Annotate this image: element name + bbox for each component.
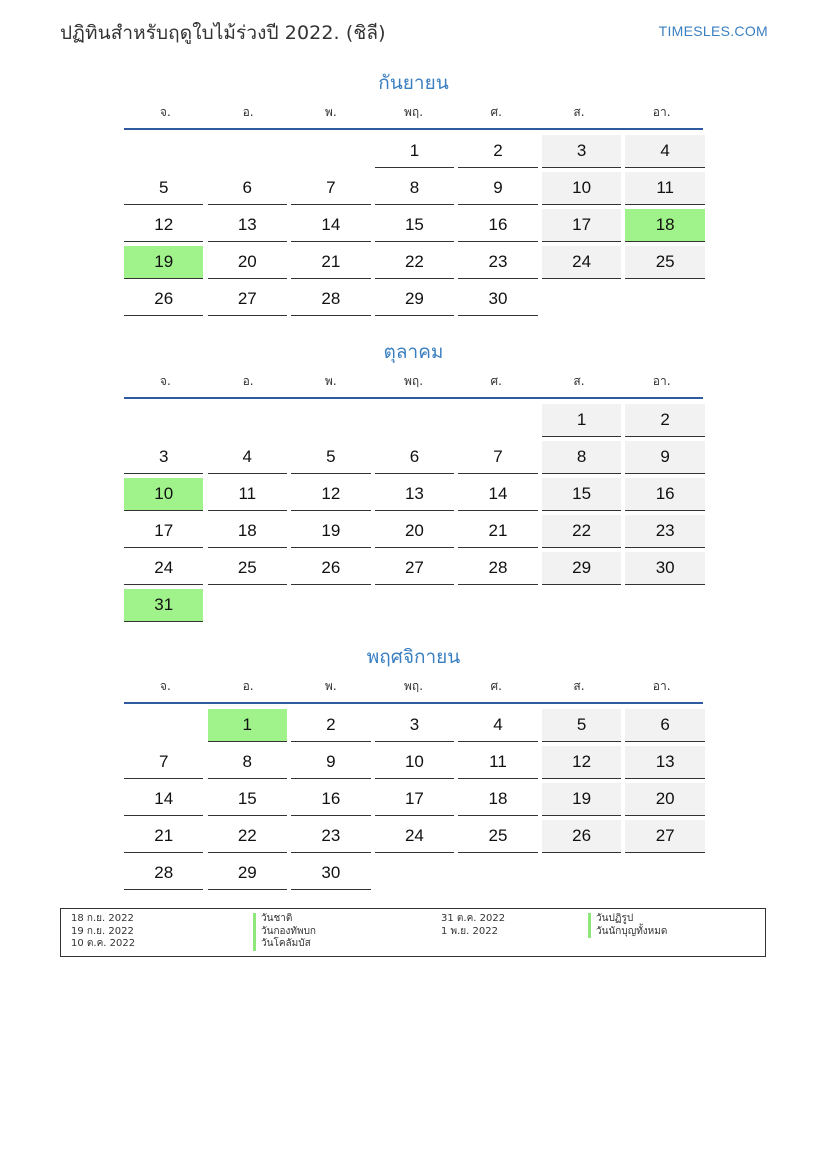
- day-cell: 21: [458, 515, 537, 548]
- day-cell: 27: [375, 552, 454, 585]
- day-cell: 14: [291, 209, 370, 242]
- day-cell: 25: [208, 552, 287, 585]
- day-cell: 29: [375, 283, 454, 316]
- day-cell: 20: [625, 783, 704, 816]
- legend-holiday-name: วันปฏิรูป: [588, 913, 758, 926]
- day-cell: 25: [625, 246, 704, 279]
- day-cell: 5: [542, 709, 621, 742]
- legend-holiday-date: 1 พ.ย. 2022: [441, 925, 498, 937]
- empty-cell: [291, 135, 370, 167]
- day-cell: 23: [625, 515, 704, 548]
- weekday-label: ศ.: [490, 374, 502, 388]
- weekday-label: อา.: [652, 374, 671, 388]
- weekday-label: อ.: [242, 374, 254, 388]
- day-cell: 29: [208, 857, 287, 890]
- day-cell: 2: [625, 404, 704, 437]
- day-cell: 6: [208, 172, 287, 205]
- empty-cell: [208, 404, 287, 436]
- day-cell: 6: [625, 709, 704, 742]
- day-cell: 22: [208, 820, 287, 853]
- day-cell: 14: [124, 783, 203, 816]
- day-cell: 6: [375, 441, 454, 474]
- day-cell: 7: [124, 746, 203, 779]
- day-cell: 24: [124, 552, 203, 585]
- day-cell: 14: [458, 478, 537, 511]
- weekday-label: อ.: [242, 679, 254, 693]
- day-cell: 22: [542, 515, 621, 548]
- day-cell: 1: [542, 404, 621, 437]
- site-brand-link[interactable]: TIMESLES.COM: [658, 23, 768, 39]
- day-cell: 17: [542, 209, 621, 242]
- month-calendar: [124, 68, 703, 316]
- day-cell: 15: [542, 478, 621, 511]
- day-cell: 16: [291, 783, 370, 816]
- weekday-label: ส.: [573, 105, 585, 119]
- weekday-label: พฤ.: [404, 374, 424, 388]
- day-cell: 4: [625, 135, 704, 168]
- day-cell: 4: [458, 709, 537, 742]
- day-cell: 9: [458, 172, 537, 205]
- weekday-label: พฤ.: [404, 679, 424, 693]
- day-cell: 21: [124, 820, 203, 853]
- day-cell: 26: [291, 552, 370, 585]
- weekday-label: ศ.: [490, 679, 502, 693]
- day-cell: 24: [542, 246, 621, 279]
- day-cell: 22: [375, 246, 454, 279]
- day-cell: 3: [124, 441, 203, 474]
- legend-holiday-date: 18 ก.ย. 2022: [71, 913, 134, 924]
- weekday-label: จ.: [159, 374, 171, 388]
- day-cell: 13: [375, 478, 454, 511]
- day-grid: [124, 404, 703, 622]
- day-cell: 13: [625, 746, 704, 779]
- day-cell: 30: [291, 857, 370, 890]
- weekday-label: พ.: [324, 374, 337, 388]
- legend-holiday-name: วันนักบุญทั้งหมด: [588, 926, 758, 939]
- day-cell: 9: [291, 746, 370, 779]
- day-cell: 23: [458, 246, 537, 279]
- legend-holiday-name: วันชาติ: [253, 913, 433, 926]
- day-cell: 2: [291, 709, 370, 742]
- weekday-label: จ.: [159, 679, 171, 693]
- day-cell: 30: [625, 552, 704, 585]
- empty-cell: [291, 404, 370, 436]
- day-cell: 11: [625, 172, 704, 205]
- day-cell: 15: [208, 783, 287, 816]
- day-cell: 27: [208, 283, 287, 316]
- day-cell: 8: [542, 441, 621, 474]
- month-name: กันยายน: [378, 72, 449, 94]
- day-cell: 26: [124, 283, 203, 316]
- day-cell: 18: [208, 515, 287, 548]
- empty-cell: [458, 404, 537, 436]
- day-cell: 21: [291, 246, 370, 279]
- legend-holiday-name: วันโคลัมบัส: [253, 938, 433, 951]
- day-cell: 15: [375, 209, 454, 242]
- day-grid: [124, 709, 703, 890]
- day-cell: 17: [124, 515, 203, 548]
- day-cell: 7: [291, 172, 370, 205]
- weekday-header: [124, 367, 703, 399]
- empty-cell: [124, 709, 203, 741]
- day-cell: 3: [542, 135, 621, 168]
- weekday-label: ส.: [573, 679, 585, 693]
- holiday-day-cell: 31: [124, 589, 203, 622]
- empty-cell: [124, 135, 203, 167]
- holiday-day-cell: 10: [124, 478, 203, 511]
- weekday-label: พ.: [324, 105, 337, 119]
- day-cell: 11: [208, 478, 287, 511]
- weekday-label: ส.: [573, 374, 585, 388]
- day-cell: 26: [542, 820, 621, 853]
- day-cell: 27: [625, 820, 704, 853]
- day-cell: 30: [458, 283, 537, 316]
- day-cell: 20: [375, 515, 454, 548]
- day-cell: 17: [375, 783, 454, 816]
- month-name: ตุลาคม: [383, 341, 444, 363]
- legend-holiday-date: 31 ต.ค. 2022: [441, 913, 506, 924]
- day-cell: 29: [542, 552, 621, 585]
- day-cell: 18: [458, 783, 537, 816]
- weekday-label: อา.: [652, 105, 671, 119]
- weekday-label: พ.: [324, 679, 337, 693]
- empty-cell: [375, 404, 454, 436]
- day-cell: 13: [208, 209, 287, 242]
- day-cell: 7: [458, 441, 537, 474]
- day-cell: 25: [458, 820, 537, 853]
- day-cell: 8: [208, 746, 287, 779]
- day-cell: 10: [375, 746, 454, 779]
- holiday-day-cell: 1: [208, 709, 287, 742]
- day-cell: 16: [625, 478, 704, 511]
- page-title: ปฏิทินสำหรับฤดูใบไม้ร่วงปี 2022. (ชิลี): [60, 22, 386, 44]
- day-cell: 12: [542, 746, 621, 779]
- month-name: พฤศจิกายน: [366, 646, 461, 668]
- day-cell: 28: [291, 283, 370, 316]
- legend-holiday-date: 10 ต.ค. 2022: [71, 938, 136, 949]
- weekday-header: [124, 98, 703, 130]
- day-cell: 4: [208, 441, 287, 474]
- empty-cell: [208, 135, 287, 167]
- legend-holiday-name: วันกองทัพบก: [253, 926, 433, 939]
- holiday-day-cell: 18: [625, 209, 704, 242]
- day-cell: 12: [124, 209, 203, 242]
- day-cell: 23: [291, 820, 370, 853]
- weekday-label: ศ.: [490, 105, 502, 119]
- weekday-label: อา.: [652, 679, 671, 693]
- month-calendar: [124, 642, 703, 890]
- day-cell: 12: [291, 478, 370, 511]
- day-cell: 9: [625, 441, 704, 474]
- weekday-label: อ.: [242, 105, 254, 119]
- day-cell: 10: [542, 172, 621, 205]
- legend-holiday-date: 19 ก.ย. 2022: [71, 925, 134, 937]
- empty-cell: [124, 404, 203, 436]
- weekday-label: พฤ.: [404, 105, 424, 119]
- day-cell: 8: [375, 172, 454, 205]
- day-cell: 11: [458, 746, 537, 779]
- holiday-legend: [60, 908, 766, 957]
- day-grid: [124, 135, 703, 316]
- day-cell: 16: [458, 209, 537, 242]
- day-cell: 1: [375, 135, 454, 168]
- weekday-header: [124, 672, 703, 704]
- day-cell: 19: [291, 515, 370, 548]
- day-cell: 5: [124, 172, 203, 205]
- day-cell: 28: [458, 552, 537, 585]
- day-cell: 20: [208, 246, 287, 279]
- day-cell: 5: [291, 441, 370, 474]
- day-cell: 3: [375, 709, 454, 742]
- day-cell: 19: [542, 783, 621, 816]
- weekday-label: จ.: [159, 105, 171, 119]
- day-cell: 24: [375, 820, 454, 853]
- month-calendar: [124, 337, 703, 622]
- day-cell: 28: [124, 857, 203, 890]
- day-cell: 2: [458, 135, 537, 168]
- holiday-day-cell: 19: [124, 246, 203, 279]
